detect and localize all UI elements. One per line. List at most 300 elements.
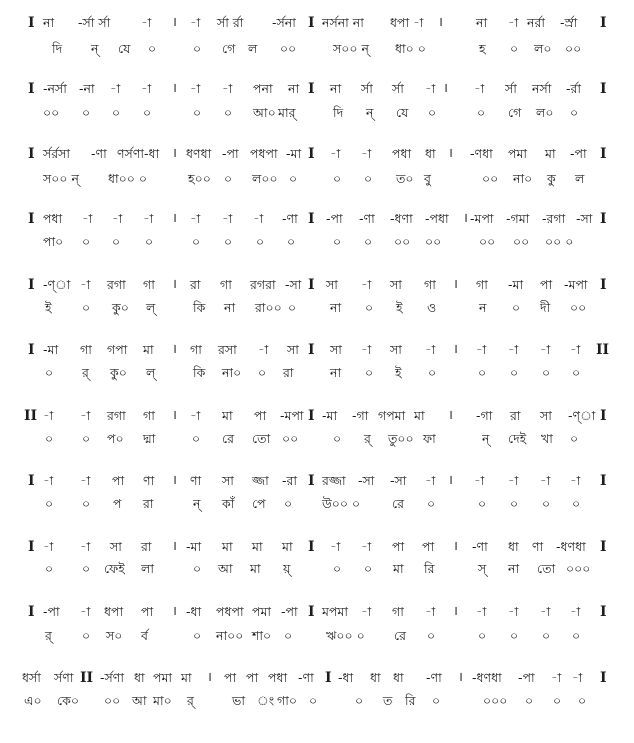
- bani-line: [0, 104, 634, 122]
- bani-syllable: দি: [333, 105, 344, 120]
- swara-note: -া: [508, 342, 519, 357]
- bani-syllable: ০: [82, 496, 91, 511]
- bani-syllable: ০: [82, 561, 91, 576]
- bani-syllable: ই: [395, 365, 402, 380]
- swara-note: -ণ্া: [43, 277, 71, 292]
- swara-note: -া: [474, 81, 485, 96]
- swara-note: -া: [330, 539, 341, 554]
- swara-note: -ধণধা: [556, 539, 586, 554]
- dari: ।: [448, 146, 453, 161]
- bani-syllable: ল০: [534, 41, 552, 56]
- swara-note: ধা: [370, 670, 381, 685]
- bani-syllable: কু: [547, 171, 556, 186]
- swara-note: -া: [361, 604, 372, 619]
- swara-note: -রগা: [542, 211, 566, 226]
- bani-syllable: ০: [193, 561, 202, 576]
- bani-syllable: ০: [364, 171, 373, 186]
- bani-syllable: ০: [224, 105, 233, 120]
- swara-note: -া: [80, 604, 91, 619]
- swara-note: -নর্সা: [43, 81, 67, 96]
- swara-note: -া: [141, 81, 152, 96]
- swara-note: -া: [540, 342, 551, 357]
- bar-line: I: [600, 539, 607, 555]
- swara-note: পধা: [43, 211, 63, 226]
- bani-syllable: ০: [82, 431, 91, 446]
- swara-note: গা: [392, 604, 404, 619]
- swara-note: ধা: [393, 670, 404, 685]
- bani-syllable: ০০: [425, 234, 442, 249]
- swara-note: ণা: [190, 473, 202, 488]
- bani-syllable: ০০: [482, 171, 499, 186]
- bani-syllable: আ: [132, 693, 147, 708]
- bani-syllable: ০: [112, 105, 121, 120]
- swara-note: -া: [361, 277, 372, 292]
- swara-note: গা: [143, 408, 155, 423]
- swara-note: -র্স্রা: [560, 15, 578, 30]
- swara-line: [0, 276, 634, 294]
- bani-syllable: না: [330, 300, 342, 315]
- swara-note: ধা: [425, 146, 436, 161]
- swara-note: পমা: [252, 604, 272, 619]
- bani-syllable: ০: [82, 105, 91, 120]
- bani-syllable: ০: [143, 105, 152, 120]
- swara-note: পনা: [253, 81, 273, 96]
- bani-syllable: ০: [553, 693, 562, 708]
- swara-note: পধা: [392, 146, 412, 161]
- bani-syllable: ০: [510, 41, 519, 56]
- bani-syllable: ০০: [104, 693, 121, 708]
- dari: ।: [172, 15, 177, 30]
- dari: ।: [463, 211, 468, 226]
- bani-syllable: ০০: [565, 41, 582, 56]
- swara-note: গা: [424, 277, 436, 292]
- bani-syllable: রে: [394, 628, 406, 643]
- bar-line: I: [28, 211, 35, 227]
- bani-syllable: মা: [250, 561, 261, 576]
- bani-syllable: ই: [45, 300, 52, 315]
- swara-note: মা: [252, 539, 263, 554]
- bani-line: [0, 430, 634, 448]
- swara-note: ধা: [134, 670, 145, 685]
- swara-note: -া: [425, 604, 436, 619]
- bani-syllable: ০: [478, 628, 487, 643]
- swara-note: গা: [80, 342, 92, 357]
- swara-note: মা: [143, 342, 154, 357]
- bani-syllable: গা০: [277, 693, 297, 708]
- swara-note: -গা: [476, 408, 493, 423]
- swara-note: গপা: [107, 342, 128, 357]
- swara-line: [0, 14, 634, 32]
- bani-syllable: ০: [258, 365, 267, 380]
- swara-note: পা: [112, 473, 125, 488]
- bani-syllable: ০: [145, 234, 154, 249]
- bani-syllable: রে: [222, 431, 234, 446]
- bani-syllable: রা: [143, 496, 154, 511]
- bar-line: I: [28, 473, 35, 489]
- swara-note: ধপা -া: [390, 15, 424, 30]
- dari: ।: [172, 146, 177, 161]
- bani-syllable: ০: [224, 234, 233, 249]
- swara-note: -া: [80, 539, 91, 554]
- dari: ।: [172, 604, 177, 619]
- swara-note: -ণা: [426, 670, 442, 685]
- bani-syllable: প: [113, 496, 122, 511]
- bani-syllable: ০: [192, 431, 201, 446]
- swara-note: -মা: [43, 342, 59, 357]
- bani-syllable: ও: [427, 300, 437, 315]
- swara-note: নর্রা: [527, 15, 545, 30]
- swara-note: -মা: [286, 146, 302, 161]
- swara-note: গা: [190, 342, 202, 357]
- swara-note: -সা: [358, 473, 375, 488]
- bani-syllable: শা০: [252, 628, 272, 643]
- swara-note: -া: [143, 211, 154, 226]
- bani-syllable: ০: [288, 300, 297, 315]
- swara-note: -া: [112, 211, 123, 226]
- bar-line: II: [24, 408, 38, 424]
- bani-syllable: হ০০: [188, 171, 211, 186]
- swara-note: -রা: [282, 473, 298, 488]
- swara-note: র্সা র্রা: [217, 15, 244, 30]
- swara-note: গা: [476, 277, 488, 292]
- swara-note: -া: [425, 473, 436, 488]
- bar-line: I: [325, 670, 332, 686]
- bani-syllable: ল০০: [252, 171, 278, 186]
- bani-syllable: ০: [224, 171, 233, 186]
- bani-syllable: যে: [396, 105, 409, 120]
- swara-note: -ণধা: [470, 146, 493, 161]
- bani-syllable: ০: [428, 365, 437, 380]
- swara-note: -মা: [322, 408, 338, 423]
- bar-line: I: [308, 211, 315, 227]
- swara-note: পধা: [268, 670, 288, 685]
- swara-note: -র্সনা: [272, 15, 296, 30]
- bani-syllable: আ০: [253, 105, 276, 120]
- bani-syllable: ০: [572, 496, 581, 511]
- swara-note: -া: [570, 342, 581, 357]
- bani-syllable: ০: [542, 496, 551, 511]
- swara-note: -া: [570, 473, 581, 488]
- swara-note: -পা: [326, 211, 343, 226]
- bar-line: I: [28, 146, 35, 162]
- swara-note: -া: [476, 604, 487, 619]
- swara-note: -মা: [508, 277, 524, 292]
- bani-syllable: ০: [364, 561, 373, 576]
- swara-note: গা: [220, 277, 232, 292]
- bar-line: I: [600, 211, 607, 227]
- swara-note: -া: [476, 342, 487, 357]
- swara-note: -া: [222, 211, 233, 226]
- swara-line: [0, 538, 634, 556]
- dari: ।: [172, 211, 177, 226]
- bani-line: [0, 364, 634, 382]
- swara-note: সা: [540, 408, 552, 423]
- bani-syllable: ০: [112, 234, 121, 249]
- swara-note: না: [330, 81, 342, 96]
- bar-line: I: [28, 342, 35, 358]
- swara-note: -া: [572, 670, 583, 685]
- dari: ।: [172, 539, 177, 554]
- swara-note: না: [43, 15, 55, 30]
- bani-syllable: ০: [365, 365, 374, 380]
- swara-note: ণর্সণা-ধা: [117, 146, 160, 161]
- bani-syllable: ০: [284, 496, 293, 511]
- bani-syllable: ০০: [479, 234, 496, 249]
- dari: ।: [172, 342, 177, 357]
- bani-syllable: কাঁ: [222, 496, 235, 511]
- bani-line: [0, 495, 634, 513]
- dari: ।: [448, 473, 453, 488]
- swara-note: -গা: [352, 408, 369, 423]
- bani-syllable: ০: [478, 496, 487, 511]
- swara-note: র্সর্রসা: [43, 146, 71, 161]
- swara-note: -পা: [43, 604, 60, 619]
- dari: ।: [172, 473, 177, 488]
- bani-syllable: ০: [45, 431, 54, 446]
- swara-note: -া: [80, 408, 91, 423]
- bani-syllable: না০: [513, 171, 533, 186]
- bani-syllable: ফেই: [104, 561, 125, 576]
- swara-note: গপমা: [378, 408, 406, 423]
- swara-note: -া: [540, 473, 551, 488]
- swara-note: পা: [422, 539, 435, 554]
- bar-line: I: [600, 473, 607, 489]
- bar-line: I: [600, 670, 607, 686]
- bar-line: I: [308, 81, 315, 97]
- swara-note: পা: [141, 604, 154, 619]
- bani-syllable: দ্মা: [143, 431, 156, 446]
- bani-syllable: স০০ ন্: [43, 171, 79, 186]
- bani-syllable: স০: [106, 628, 123, 643]
- swara-note: সা: [326, 277, 338, 292]
- swara-note: নর্সনা না: [322, 15, 364, 30]
- bani-syllable: ০: [570, 431, 579, 446]
- swara-note: -া: [508, 15, 519, 30]
- bani-syllable: আ: [218, 561, 233, 576]
- bani-syllable: ০: [427, 628, 436, 643]
- dari: ।: [453, 342, 458, 357]
- bani-line: [0, 170, 634, 188]
- swara-note: -না: [79, 81, 95, 96]
- swara-note: র্সা: [392, 81, 404, 96]
- bani-syllable: দেই: [508, 431, 527, 446]
- bani-syllable: ০: [427, 496, 436, 511]
- swara-note: রসা: [218, 342, 237, 357]
- swara-note: -া: [190, 408, 201, 423]
- bani-syllable: পে: [252, 496, 266, 511]
- bani-syllable: ন্: [91, 41, 99, 56]
- swara-note: না: [476, 15, 488, 30]
- bani-syllable: কু০: [112, 300, 129, 315]
- bar-line: I: [308, 15, 315, 31]
- swara-note: রগা: [107, 277, 126, 292]
- bar-line: I: [28, 539, 35, 555]
- bani-syllable: ০০ ০: [545, 234, 574, 249]
- swara-note: পা: [246, 670, 259, 685]
- bani-syllable: ০: [192, 234, 201, 249]
- bani-syllable: ০০০: [566, 561, 591, 576]
- swara-note: পমা: [153, 670, 173, 685]
- bani-syllable: না: [508, 561, 520, 576]
- swara-line: [0, 407, 634, 425]
- bani-syllable: ফা: [423, 431, 436, 446]
- swara-note: -সা: [576, 211, 593, 226]
- swara-note: -া: [253, 211, 264, 226]
- bani-syllable: র্: [82, 365, 89, 380]
- bani-syllable: ঋ০০ ০: [326, 628, 365, 643]
- bani-syllable: রি: [424, 561, 435, 576]
- swara-note: -া: [190, 211, 201, 226]
- bani-syllable: ং: [257, 693, 275, 708]
- swara-note: ধপা: [104, 604, 124, 619]
- swara-note: -পা: [281, 604, 298, 619]
- swara-note: -ধণা: [390, 211, 413, 226]
- swara-note: পা: [254, 408, 267, 423]
- dari: ।: [172, 81, 177, 96]
- bani-line: [0, 40, 634, 58]
- bani-syllable: রি: [405, 693, 416, 708]
- bani-syllable: দী: [540, 300, 551, 315]
- swara-note: র্সণা: [54, 670, 74, 685]
- bani-syllable: ল্: [146, 365, 156, 380]
- swara-note: -মপা: [280, 408, 304, 423]
- swara-note: সা: [287, 342, 299, 357]
- bani-syllable: তো: [537, 561, 556, 576]
- swara-line: [0, 341, 634, 359]
- swara-line: [0, 80, 634, 98]
- swara-note: -া: [141, 15, 152, 30]
- bar-line: I: [28, 81, 35, 97]
- swara-note: -সা: [285, 277, 302, 292]
- bani-syllable: ০: [333, 561, 342, 576]
- bani-syllable: ০: [478, 365, 487, 380]
- swara-note: সা: [110, 539, 122, 554]
- swara-note: -মা: [186, 539, 202, 554]
- bani-line: [0, 299, 634, 317]
- bani-syllable: কি: [193, 365, 206, 380]
- bani-syllable: রে: [392, 496, 404, 511]
- bani-line: [0, 233, 634, 251]
- dari: ।: [448, 408, 453, 423]
- swara-note: মা: [545, 146, 556, 161]
- bar-line: I: [308, 408, 315, 424]
- bani-syllable: ০: [525, 693, 534, 708]
- swara-note: -ণা: [472, 539, 488, 554]
- bani-syllable: বু: [424, 171, 431, 186]
- bani-syllable: ধা০০ ০: [108, 171, 147, 186]
- swara-note: -ণা: [91, 146, 107, 161]
- swara-note: মা: [222, 539, 233, 554]
- bani-syllable: হ: [479, 41, 486, 56]
- bani-syllable: ০০০: [483, 693, 508, 708]
- swara-note: -া: [361, 342, 372, 357]
- swara-note: -া: [258, 342, 269, 357]
- swara-note: মা: [181, 670, 192, 685]
- bani-syllable: ০: [45, 496, 54, 511]
- swara-note: -র্রা: [566, 81, 582, 96]
- bani-syllable: ত০: [396, 171, 414, 186]
- swara-note: -র্সা র্সা: [78, 15, 111, 30]
- bar-line: I: [28, 277, 35, 293]
- bar-line: I: [600, 277, 607, 293]
- swara-note: -া: [361, 539, 372, 554]
- swara-note: -া: [425, 342, 436, 357]
- bani-syllable: ০০: [513, 234, 530, 249]
- bani-syllable: না০০: [216, 628, 244, 643]
- swara-note: মা: [282, 539, 293, 554]
- swara-note: -া: [43, 408, 54, 423]
- bani-syllable: ০: [148, 41, 157, 56]
- swara-note: -পধা: [425, 211, 449, 226]
- swara-note: সা: [390, 342, 402, 357]
- swara-note: সা: [330, 342, 342, 357]
- bani-syllable: র্ব: [141, 628, 148, 643]
- bani-syllable: কু০: [110, 365, 127, 380]
- bani-syllable: ০: [309, 693, 318, 708]
- swara-note: -া: [222, 81, 233, 96]
- bani-syllable: ন্: [482, 431, 490, 446]
- swara-note: -া: [474, 473, 485, 488]
- bani-syllable: ০: [510, 365, 519, 380]
- bar-line: I: [28, 604, 35, 620]
- swara-note: পা: [392, 539, 405, 554]
- bani-syllable: কি: [193, 300, 206, 315]
- bar-line: I: [600, 81, 607, 97]
- swara-note: -া: [190, 81, 201, 96]
- bani-line: [0, 692, 634, 710]
- swara-note: ধর্সা: [22, 670, 41, 685]
- swara-note: সা: [222, 473, 234, 488]
- bani-syllable: রা০০: [255, 300, 282, 315]
- bani-syllable: স০০ ন্: [333, 41, 369, 56]
- bani-syllable: ০: [45, 561, 54, 576]
- bar-line: I: [308, 539, 315, 555]
- bani-syllable: ত: [383, 693, 393, 708]
- bar-line: I: [308, 277, 315, 293]
- swara-line: [0, 210, 634, 228]
- bani-syllable: ০: [82, 628, 91, 643]
- bani-syllable: ০: [477, 105, 486, 120]
- swara-note: নর্সা: [532, 81, 552, 96]
- bar-line: I: [308, 342, 315, 358]
- bani-syllable: লা: [141, 561, 154, 576]
- bar-line: I: [600, 15, 607, 31]
- bani-syllable: ভা: [232, 693, 245, 708]
- bani-syllable: ০: [428, 105, 437, 120]
- dari: ।: [453, 604, 458, 619]
- swara-note: পধপা: [250, 146, 278, 161]
- swara-note: -ণা: [282, 211, 298, 226]
- bani-syllable: খা: [541, 431, 553, 446]
- swara-note: রগরা: [250, 277, 276, 292]
- bani-syllable: না: [330, 365, 342, 380]
- swara-note: রা: [190, 277, 201, 292]
- swara-note: মপমা: [322, 604, 348, 619]
- bani-syllable: গে: [508, 105, 522, 120]
- swara-note: -া: [110, 81, 121, 96]
- swara-note: -ণ্া: [568, 408, 596, 423]
- bani-syllable: ল: [575, 171, 585, 186]
- bani-syllable: ০: [284, 628, 293, 643]
- swara-note: -পা: [222, 146, 239, 161]
- bani-syllable: ন: [479, 300, 487, 315]
- bani-syllable: তো: [252, 431, 271, 446]
- swara-note: ণা: [143, 473, 155, 488]
- bani-syllable: ন্: [193, 496, 201, 511]
- swara-note: -া: [361, 146, 372, 161]
- bani-syllable: মা০: [153, 693, 172, 708]
- bani-syllable: ০: [572, 628, 581, 643]
